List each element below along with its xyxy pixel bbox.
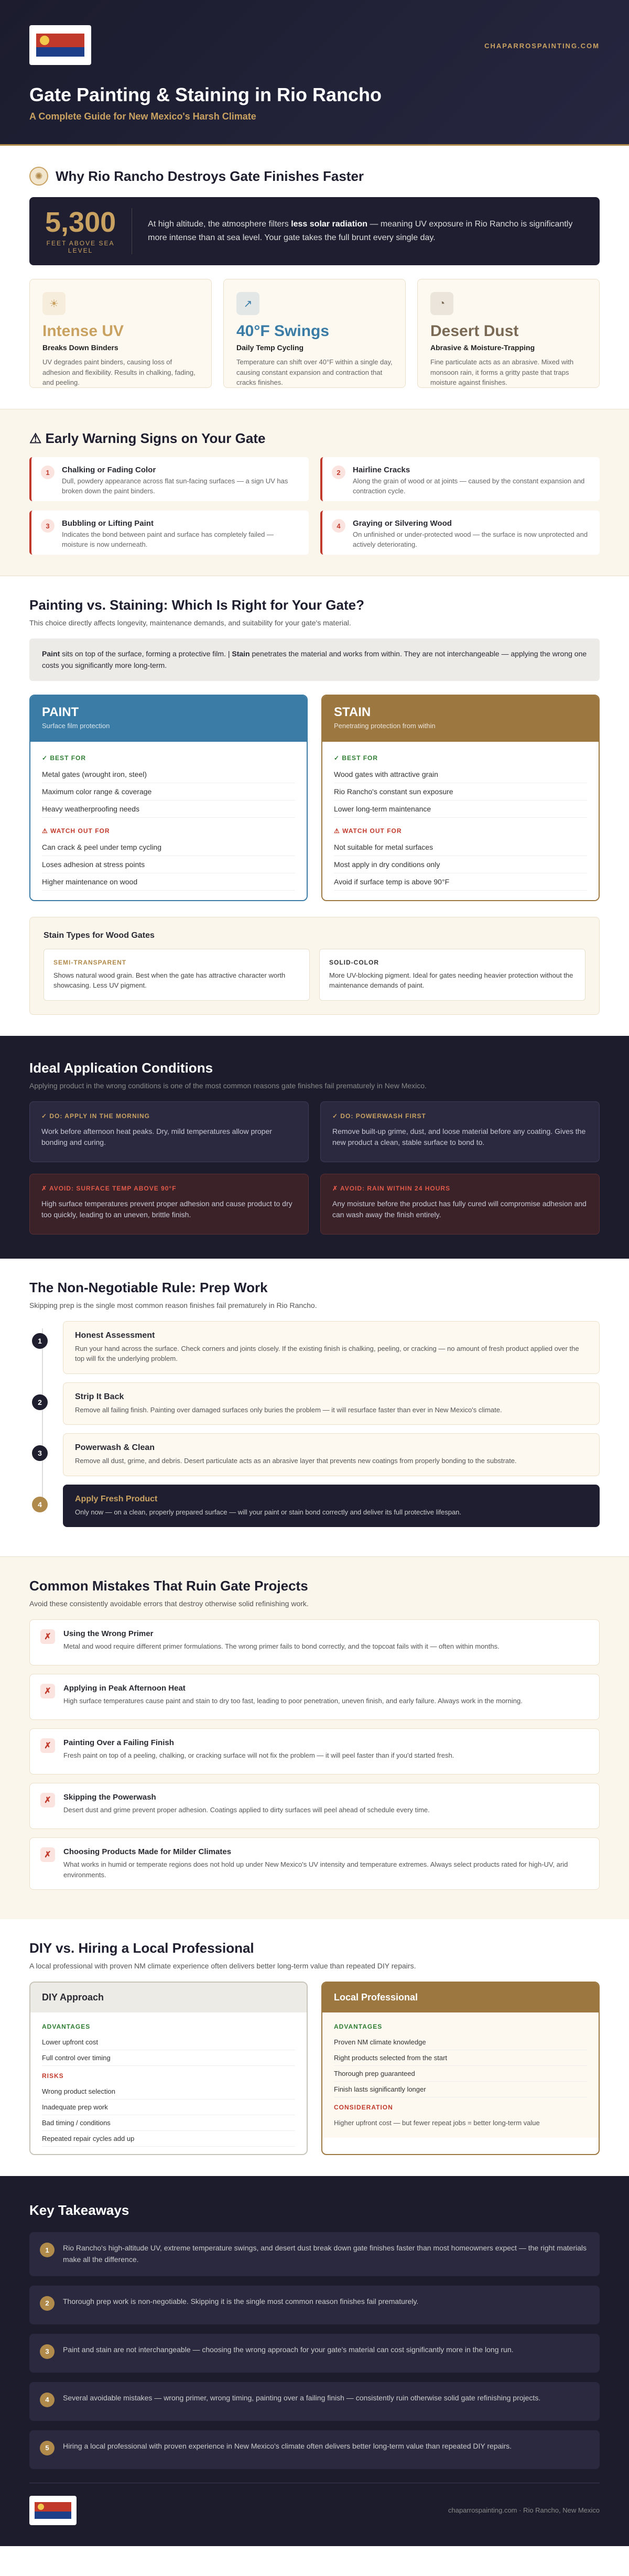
mistake-title: Painting Over a Failing Finish — [63, 1738, 174, 1748]
hero-header — [0, 0, 629, 146]
paint-best-label: ✓ BEST FOR — [42, 754, 86, 762]
mistakes-lead: Avoid these consistently avoidable errors that destroy otherwise solid refinishing work. — [29, 1599, 309, 1608]
diy-lead: A local professional with proven NM climate experience often delivers better long-term value than repeated DIY repairs. — [29, 1962, 416, 1971]
card-icon: ☀ — [42, 292, 66, 315]
warning-item — [29, 511, 309, 555]
list-item: Higher maintenance on wood — [42, 873, 295, 891]
condition-desc: High surface temperatures prevent proper adhesion and cause product to dry too quickly, leading to an uneven, brittle finish. — [41, 1199, 292, 1219]
pvs-note: Paint sits on top of the surface, forming a protective film. | Stain penetrates the material and works from within. They are not interchangeable — applying the wrong one costs you significantly more long-term. — [29, 638, 600, 681]
stain-type-desc: More UV-blocking pigment. Ideal for gates needing heavier protection without the maintenance demands of paint. — [329, 971, 573, 990]
warning-title: Hairline Cracks — [353, 466, 410, 474]
list-item: Wood gates with attractive grain — [334, 766, 587, 783]
step-number: 4 — [32, 1497, 48, 1512]
list-item: Bad timing / conditions — [42, 2115, 295, 2131]
list-item: Rio Rancho's constant sun exposure — [334, 783, 587, 800]
page-subtitle: A Complete Guide for New Mexico's Harsh Climate — [29, 111, 256, 122]
condition-card — [320, 1101, 600, 1162]
warning-number: 1 — [41, 466, 55, 479]
diy-card — [29, 1982, 308, 2155]
mistake-item — [29, 1728, 600, 1774]
takeaway-number: 1 — [40, 2243, 55, 2257]
takeaways-title: Key Takeaways — [29, 2202, 129, 2218]
warning-desc: Dull, powdery appearance across flat sun-facing surfaces — a sign UV has broken down the paint binders. — [62, 477, 288, 495]
takeaway-text: Several avoidable mistakes — wrong primer, wrong timing, painting over a failing finish — consistently ruin otherwise solid gate refinishing projects. — [63, 2393, 541, 2402]
step-title: Apply Fresh Product — [75, 1494, 158, 1503]
mistakes-title: Common Mistakes That Ruin Gate Projects — [29, 1578, 308, 1594]
stain-types-box — [29, 917, 600, 1015]
company-logo[interactable] — [29, 25, 91, 65]
step-desc: Run your hand across the surface. Check corners and joints closely. If the existing finish is chalking, peeling, or cracking — no amount of fresh product applied over the top will fix the underlying problem. — [75, 1344, 579, 1363]
mistake-item — [29, 1674, 600, 1720]
pvs-title: Painting vs. Staining: Which Is Right for Your Gate? — [29, 597, 364, 613]
condition-card — [29, 1174, 309, 1235]
warning-number: 4 — [332, 519, 345, 533]
step-desc: Remove all dust, grime, and debris. Desert particulate acts as an abrasive layer that prevents new coatings from properly bonding to the substrate. — [75, 1457, 517, 1465]
pro-adv-label: ADVANTAGES — [334, 2023, 383, 2031]
list-item: Not suitable for metal surfaces — [334, 839, 587, 856]
warning-number: 2 — [332, 466, 345, 479]
list-item: Repeated repair cycles add up — [42, 2131, 295, 2147]
pvs-lead: This choice directly affects longevity, maintenance demands, and suitability for your gate's material. — [29, 619, 351, 627]
list-item: Finish lasts significantly longer — [334, 2082, 587, 2097]
prep-step — [38, 1485, 600, 1528]
diy-card-title: DIY Approach — [30, 1983, 307, 2012]
stain-card — [321, 695, 600, 901]
page-title: Gate Painting & Staining in Rio Rancho — [29, 84, 382, 105]
diy-risk-label: RISKS — [42, 2072, 64, 2080]
takeaway-item — [29, 2334, 600, 2373]
mistake-desc: Metal and wood require different primer formulations. The wrong primer fails to bond correctly, and the topcoat fails with it — often within months. — [63, 1642, 500, 1651]
stain-best-label: ✓ BEST FOR — [334, 754, 378, 762]
mistake-title: Using the Wrong Primer — [63, 1629, 154, 1639]
takeaway-number: 3 — [40, 2344, 55, 2359]
list-item: Wrong product selection — [42, 2084, 295, 2099]
altitude-text: At high altitude, the atmosphere filters less solar radiation — meaning UV exposure in Rio Rancho is significantly more intense than at sea level. Your gate takes the full brunt every single day. — [148, 220, 573, 242]
list-item: Full control over timing — [42, 2050, 295, 2066]
step-number: 3 — [32, 1445, 48, 1461]
x-mark-icon: ✗ — [40, 1629, 55, 1644]
prep-step — [38, 1321, 600, 1374]
why-card — [417, 279, 600, 388]
ideal-title: Ideal Application Conditions — [29, 1059, 213, 1076]
card-title: Desert Dust — [430, 322, 519, 340]
pro-cons-text: Higher upfront cost — but fewer repeat jobs = better long-term value — [334, 2119, 540, 2127]
altitude-stat-box — [29, 197, 600, 265]
altitude-label: FEET ABOVE SEA LEVEL — [46, 240, 115, 254]
sun-badge-icon: ✺ — [29, 167, 48, 186]
takeaway-text: Paint and stain are not interchangeable — choosing the wrong approach for your gate's material can cost significantly more in the long run. — [63, 2345, 514, 2354]
step-desc: Remove all failing finish. Painting over damaged surfaces only buries the problem — it will resurface faster than ever in New Mexico's climate. — [75, 1405, 502, 1414]
card-title: 40°F Swings — [236, 322, 330, 340]
pro-card — [321, 1982, 600, 2155]
list-item: Maximum color range & coverage — [42, 783, 295, 800]
x-mark-icon: ✗ — [40, 1847, 55, 1862]
stain-type-card — [319, 949, 585, 1001]
warning-number: 3 — [41, 519, 55, 533]
takeaway-item — [29, 2430, 600, 2469]
takeaways-section — [0, 2176, 629, 2546]
list-item: Avoid if surface temp is above 90°F — [334, 873, 587, 891]
condition-label: ✗ AVOID: SURFACE TEMP ABOVE 90°F — [41, 1184, 177, 1192]
takeaway-text: Thorough prep work is non-negotiable. Skipping it is the single most common reason finishes fail prematurely. — [63, 2297, 419, 2306]
why-card — [223, 279, 406, 388]
stain-types-title: Stain Types for Wood Gates — [44, 930, 155, 940]
takeaway-text: Rio Rancho's high-altitude UV, extreme temperature swings, and desert dust break down gate finishes faster than most homeowners expect — the right materials make all the difference. — [63, 2244, 587, 2264]
mistake-desc: Desert dust and grime prevent proper adhesion. Coatings applied to dirty surfaces will peel ahead of schedule every time. — [63, 1806, 430, 1814]
paint-card — [29, 695, 308, 901]
paint-watch-label: ⚠ WATCH OUT FOR — [42, 827, 110, 835]
step-number: 1 — [32, 1333, 48, 1349]
card-icon: ◔ — [430, 292, 453, 315]
list-item: Lower long-term maintenance — [334, 800, 587, 818]
warning-desc: Along the grain of wood or at joints — caused by the constant expansion and contraction cycle. — [353, 477, 585, 495]
footer-logo[interactable] — [29, 2496, 77, 2525]
warning-title: Graying or Silvering Wood — [353, 519, 452, 528]
list-item: Inadequate prep work — [42, 2099, 295, 2115]
pro-cons-label: CONSIDERATION — [334, 2104, 393, 2112]
why-section — [0, 146, 629, 409]
card-desc: UV degrades paint binders, causing loss of adhesion and flexibility. Results in chalking, fading, and peeling. — [42, 358, 196, 386]
takeaway-number: 2 — [40, 2296, 55, 2311]
prep-section — [0, 1259, 629, 1557]
why-title: Why Rio Rancho Destroys Gate Finishes Faster — [56, 168, 364, 184]
warning-desc: On unfinished or under-protected wood — the surface is now unprotected and actively deteriorating. — [353, 531, 588, 548]
mistakes-section — [0, 1556, 629, 1919]
footer-text[interactable]: chaparrospainting.com · Rio Rancho, New Mexico — [448, 2506, 600, 2515]
mistake-title: Skipping the Powerwash — [63, 1793, 156, 1802]
mistake-title: Applying in Peak Afternoon Heat — [63, 1684, 186, 1693]
condition-desc: Remove built-up grime, dust, and loose material before any coating. Gives the new product a clean, stable surface to bond to. — [332, 1127, 586, 1147]
step-number: 2 — [32, 1394, 48, 1410]
list-item: Thorough prep guaranteed — [334, 2066, 587, 2082]
list-item: Most apply in dry conditions only — [334, 856, 587, 873]
prep-step — [38, 1382, 600, 1425]
mistake-desc: What works in humid or temperate regions does not hold up under New Mexico's UV intensity and temperature extremes. Always select products rated for high-UV, arid environments. — [63, 1860, 568, 1879]
card-desc: Temperature can shift over 40°F within a single day, causing constant expansion and contraction that cracks finishes. — [236, 358, 393, 386]
paint-card-sub: Surface film protection — [42, 721, 110, 730]
mistake-title: Choosing Products Made for Milder Climates — [63, 1847, 232, 1857]
stain-type-desc: Shows natural wood grain. Best when the gate has attractive character worth showcasing. Less UV pigment. — [53, 971, 286, 990]
paint-card-title: PAINT — [42, 705, 79, 719]
takeaway-item — [29, 2232, 600, 2276]
card-subtitle: Abrasive & Moisture-Trapping — [430, 343, 535, 352]
diy-title: DIY vs. Hiring a Local Professional — [29, 1940, 254, 1956]
warning-item — [320, 457, 600, 501]
list-item: Loses adhesion at stress points — [42, 856, 295, 873]
stain-card-title: STAIN — [334, 705, 371, 719]
why-card — [29, 279, 212, 388]
x-mark-icon: ✗ — [40, 1684, 55, 1698]
condition-card — [29, 1101, 309, 1162]
ideal-conditions-section — [0, 1036, 629, 1259]
mistake-item — [29, 1837, 600, 1890]
takeaway-item — [29, 2382, 600, 2421]
takeaway-number: 5 — [40, 2441, 55, 2455]
stain-type-name: SOLID-COLOR — [329, 958, 379, 966]
takeaway-text: Hiring a local professional with proven experience in New Mexico's climate often delivers better long-term value than repeated DIY repairs. — [63, 2441, 512, 2450]
site-domain[interactable]: CHAPARROSPAINTING.COM — [484, 42, 600, 50]
takeaway-item — [29, 2286, 600, 2324]
ideal-lead: Applying product in the wrong conditions is one of the most common reasons gate finishes fail prematurely in New Mexico. — [29, 1081, 427, 1090]
mistake-desc: High surface temperatures cause paint and stain to dry too fast, leading to poor penetration, uneven finish, and early failure. Always work in the morning. — [63, 1697, 523, 1705]
step-title: Powerwash & Clean — [75, 1443, 155, 1453]
card-icon: ↗ — [236, 292, 259, 315]
stain-type-name: SEMI-TRANSPARENT — [53, 958, 127, 966]
warning-desc: Indicates the bond between paint and surface has completely failed — moisture is now underneath. — [62, 531, 274, 548]
condition-card — [320, 1174, 600, 1235]
warning-section — [0, 409, 629, 576]
mistake-item — [29, 1619, 600, 1665]
condition-label: ✓ DO: APPLY IN THE MORNING — [41, 1112, 150, 1120]
condition-label: ✗ AVOID: RAIN WITHIN 24 HOURS — [332, 1184, 451, 1192]
altitude-number: 5,300 — [45, 207, 116, 238]
prep-title: The Non-Negotiable Rule: Prep Work — [29, 1279, 268, 1295]
mistake-desc: Fresh paint on top of a peeling, chalking, or cracking surface will not fix the problem — it will peel faster than if you'd started fresh. — [63, 1751, 454, 1760]
prep-lead: Skipping prep is the single most common reason finishes fail prematurely in Rio Rancho. — [29, 1301, 317, 1309]
pro-card-title: Local Professional — [322, 1983, 599, 2012]
step-title: Strip It Back — [75, 1392, 124, 1401]
step-title: Honest Assessment — [75, 1330, 155, 1340]
prep-step — [38, 1433, 600, 1476]
list-item: Right products selected from the start — [334, 2050, 587, 2066]
x-mark-icon: ✗ — [40, 1738, 55, 1753]
card-subtitle: Daily Temp Cycling — [236, 343, 304, 352]
paint-vs-stain-section — [0, 576, 629, 1036]
condition-desc: Work before afternoon heat peaks. Dry, mild temperatures allow proper bonding and curing. — [41, 1127, 272, 1147]
warning-title: Chalking or Fading Color — [62, 466, 156, 474]
condition-label: ✓ DO: POWERWASH FIRST — [332, 1112, 426, 1120]
condition-desc: Any moisture before the product has fully cured will compromise adhesion and can wash away the finish entirely. — [332, 1199, 587, 1219]
warning-item — [29, 457, 309, 501]
stain-card-sub: Penetrating protection from within — [334, 721, 436, 730]
step-desc: Only now — on a clean, properly prepared surface — will your paint or stain bond correctly and deliver its full protective lifespan. — [75, 1508, 462, 1516]
mistake-item — [29, 1783, 600, 1829]
card-title: Intense UV — [42, 322, 124, 340]
warning-item — [320, 511, 600, 555]
x-mark-icon: ✗ — [40, 1793, 55, 1807]
warning-title: ⚠ Early Warning Signs on Your Gate — [29, 430, 266, 446]
stain-type-card — [44, 949, 310, 1001]
card-desc: Fine particulate acts as an abrasive. Mixed with monsoon rain, it forms a gritty paste that traps moisture against finishes. — [430, 358, 574, 386]
list-item: Can crack & peel under temp cycling — [42, 839, 295, 856]
list-item: Proven NM climate knowledge — [334, 2034, 587, 2050]
list-item: Lower upfront cost — [42, 2034, 295, 2050]
takeaway-number: 4 — [40, 2393, 55, 2407]
card-subtitle: Breaks Down Binders — [42, 343, 118, 352]
diy-adv-label: ADVANTAGES — [42, 2023, 91, 2031]
warning-title: Bubbling or Lifting Paint — [62, 519, 154, 528]
diy-section — [0, 1919, 629, 2176]
list-item: Metal gates (wrought iron, steel) — [42, 766, 295, 783]
list-item: Heavy weatherproofing needs — [42, 800, 295, 818]
stain-watch-label: ⚠ WATCH OUT FOR — [334, 827, 402, 835]
